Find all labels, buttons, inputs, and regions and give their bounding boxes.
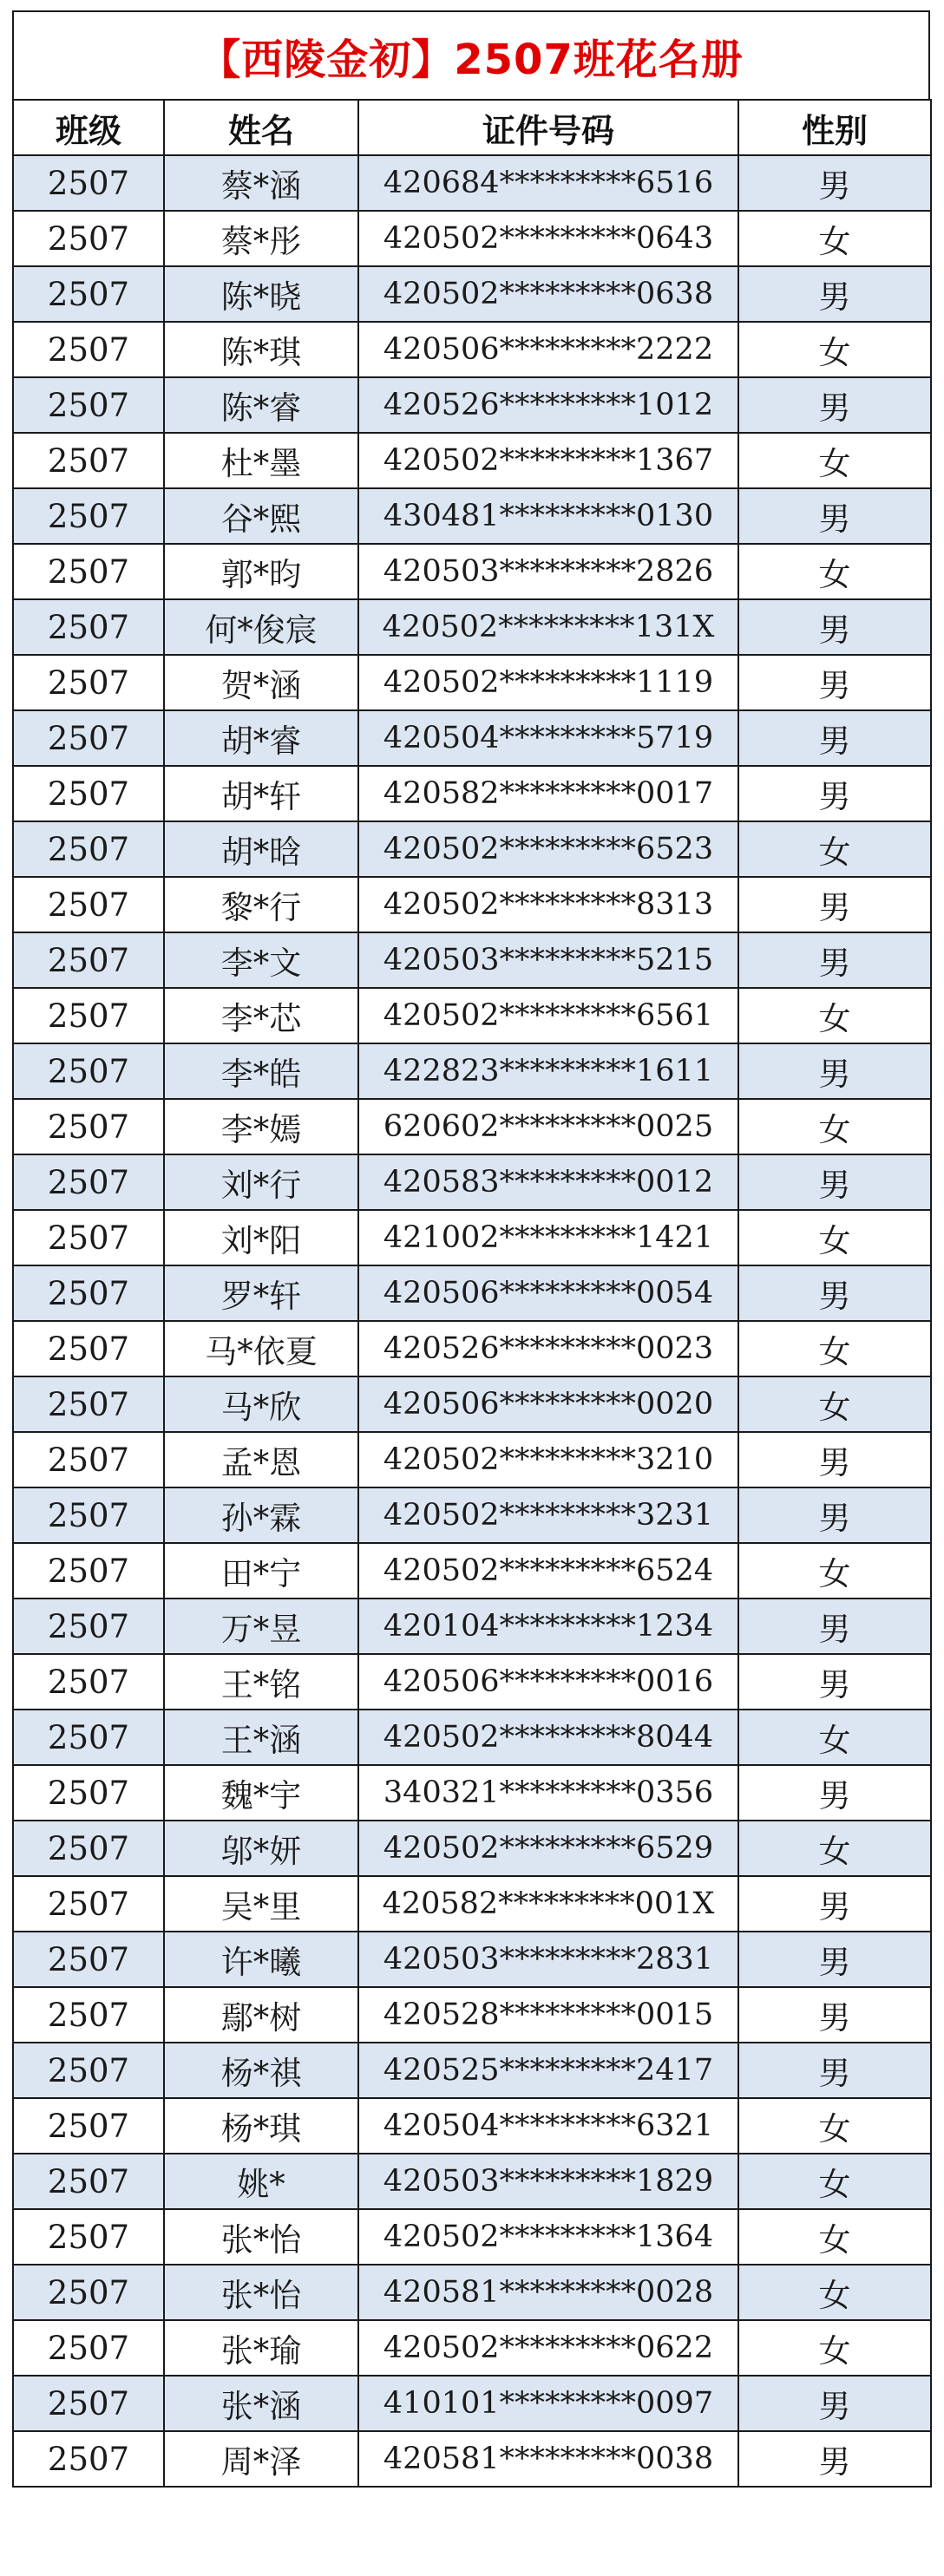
header-row: [13, 100, 931, 155]
cell-class: 2507: [13, 766, 164, 821]
cell-gender: 女: [738, 2320, 931, 2376]
table-row: [13, 1876, 931, 1932]
cell-name: 吴*里: [164, 1876, 358, 1932]
cell-name: 马*欣: [164, 1376, 358, 1432]
cell-class: 2507: [13, 988, 164, 1043]
cell-name: 谷*熙: [164, 488, 358, 544]
cell-name: 李*嫣: [164, 1099, 358, 1154]
table-row: [13, 821, 931, 877]
table-row: [13, 1987, 931, 2043]
cell-id-number: 420502*********1364: [358, 2209, 738, 2265]
cell-gender: 男: [738, 655, 931, 710]
title-bar: [12, 10, 930, 99]
cell-name: 杨*祺: [164, 2043, 358, 2098]
table-row: [13, 1599, 931, 1654]
cell-gender: 男: [738, 1432, 931, 1487]
cell-gender: 女: [738, 2098, 931, 2154]
cell-id-number: 420581*********0028: [358, 2265, 738, 2320]
cell-class: 2507: [13, 1487, 164, 1543]
table-row: [13, 1265, 931, 1321]
table-row: [13, 322, 931, 377]
cell-name: 张*怡: [164, 2209, 358, 2265]
cell-name: 胡*轩: [164, 766, 358, 821]
cell-id-number: 420525*********2417: [358, 2043, 738, 2098]
cell-name: 陈*睿: [164, 377, 358, 433]
cell-name: 杜*墨: [164, 433, 358, 488]
cell-class: 2507: [13, 1154, 164, 1210]
cell-gender: 女: [738, 433, 931, 488]
cell-class: 2507: [13, 488, 164, 544]
table-row: [13, 877, 931, 932]
cell-class: 2507: [13, 322, 164, 377]
cell-id-number: 420504*********6321: [358, 2098, 738, 2154]
cell-name: 刘*行: [164, 1154, 358, 1210]
table-row: [13, 155, 931, 211]
cell-id-number: 420502*********6561: [358, 988, 738, 1043]
cell-name: 姚*: [164, 2154, 358, 2209]
cell-gender: 女: [738, 1543, 931, 1599]
table-row: [13, 266, 931, 322]
cell-name: 邬*妍: [164, 1821, 358, 1876]
cell-id-number: 420503*********2826: [358, 544, 738, 599]
cell-gender: 男: [738, 1487, 931, 1543]
cell-name: 鄢*树: [164, 1987, 358, 2043]
table-row: [13, 1487, 931, 1543]
cell-id-number: 420506*********2222: [358, 322, 738, 377]
cell-class: 2507: [13, 821, 164, 877]
cell-gender: 女: [738, 1210, 931, 1265]
cell-id-number: 420582*********0017: [358, 766, 738, 821]
cell-gender: 男: [738, 1876, 931, 1932]
table-row: [13, 2265, 931, 2320]
cell-gender: 女: [738, 988, 931, 1043]
cell-id-number: 420506*********0054: [358, 1265, 738, 1321]
cell-class: 2507: [13, 1043, 164, 1099]
cell-name: 胡*睿: [164, 710, 358, 766]
cell-id-number: 420684*********6516: [358, 155, 738, 211]
cell-name: 魏*宇: [164, 1765, 358, 1821]
cell-id-number: 420528*********0015: [358, 1987, 738, 2043]
cell-name: 李*文: [164, 932, 358, 988]
cell-class: 2507: [13, 1432, 164, 1487]
cell-name: 罗*轩: [164, 1265, 358, 1321]
cell-name: 陈*琪: [164, 322, 358, 377]
table-body: [13, 155, 931, 2487]
cell-class: 2507: [13, 1321, 164, 1376]
cell-class: 2507: [13, 1821, 164, 1876]
cell-id-number: 410101*********0097: [358, 2376, 738, 2431]
cell-id-number: 420502*********6523: [358, 821, 738, 877]
table-row: [13, 2043, 931, 2098]
cell-id-number: 420502*********1119: [358, 655, 738, 710]
cell-name: 万*昱: [164, 1599, 358, 1654]
cell-class: 2507: [13, 1265, 164, 1321]
cell-gender: 女: [738, 1099, 931, 1154]
cell-gender: 女: [738, 1821, 931, 1876]
cell-class: 2507: [13, 1987, 164, 2043]
cell-gender: 男: [738, 1654, 931, 1710]
table-row: [13, 1099, 931, 1154]
cell-class: 2507: [13, 2431, 164, 2487]
table-row: [13, 655, 931, 710]
cell-gender: 女: [738, 2265, 931, 2320]
cell-class: 2507: [13, 2209, 164, 2265]
cell-class: 2507: [13, 2098, 164, 2154]
cell-gender: 男: [738, 1154, 931, 1210]
cell-class: 2507: [13, 1876, 164, 1932]
cell-id-number: 420502*********1367: [358, 433, 738, 488]
cell-class: 2507: [13, 1710, 164, 1765]
table-row: [13, 1432, 931, 1487]
cell-id-number: 420526*********0023: [358, 1321, 738, 1376]
cell-class: 2507: [13, 1210, 164, 1265]
table-row: [13, 932, 931, 988]
cell-id-number: 420503*********1829: [358, 2154, 738, 2209]
cell-id-number: 420581*********0038: [358, 2431, 738, 2487]
table-row: [13, 211, 931, 266]
cell-id-number: 420506*********0020: [358, 1376, 738, 1432]
cell-name: 王*涵: [164, 1710, 358, 1765]
cell-id-number: 340321*********0356: [358, 1765, 738, 1821]
cell-class: 2507: [13, 1654, 164, 1710]
cell-class: 2507: [13, 211, 164, 266]
cell-id-number: 420502*********3210: [358, 1432, 738, 1487]
cell-id-number: 420526*********1012: [358, 377, 738, 433]
cell-id-number: 420502*********8044: [358, 1710, 738, 1765]
table-row: [13, 2209, 931, 2265]
table-row: [13, 1765, 931, 1821]
table-row: [13, 766, 931, 821]
table-row: [13, 377, 931, 433]
table-row: [13, 1210, 931, 1265]
cell-name: 陈*晓: [164, 266, 358, 322]
cell-id-number: 420502*********0638: [358, 266, 738, 322]
cell-id-number: 421002*********1421: [358, 1210, 738, 1265]
table-row: [13, 2431, 931, 2487]
cell-gender: 男: [738, 599, 931, 655]
cell-gender: 男: [738, 2043, 931, 2098]
cell-class: 2507: [13, 655, 164, 710]
cell-name: 孟*恩: [164, 1432, 358, 1487]
cell-id-number: 420502*********6524: [358, 1543, 738, 1599]
cell-class: 2507: [13, 544, 164, 599]
cell-class: 2507: [13, 1932, 164, 1987]
cell-name: 马*依夏: [164, 1321, 358, 1376]
cell-name: 王*铭: [164, 1654, 358, 1710]
cell-id-number: 420583*********0012: [358, 1154, 738, 1210]
cell-gender: 男: [738, 1987, 931, 2043]
cell-class: 2507: [13, 1599, 164, 1654]
table-row: [13, 988, 931, 1043]
cell-gender: 女: [738, 2209, 931, 2265]
cell-class: 2507: [13, 433, 164, 488]
cell-class: 2507: [13, 1099, 164, 1154]
cell-gender: 男: [738, 2431, 931, 2487]
cell-gender: 女: [738, 211, 931, 266]
cell-gender: 女: [738, 821, 931, 877]
cell-class: 2507: [13, 155, 164, 211]
cell-id-number: 420502*********3231: [358, 1487, 738, 1543]
cell-gender: 男: [738, 377, 931, 433]
cell-gender: 男: [738, 266, 931, 322]
cell-id-number: 620602*********0025: [358, 1099, 738, 1154]
cell-gender: 女: [738, 1376, 931, 1432]
cell-class: 2507: [13, 2265, 164, 2320]
cell-name: 贺*涵: [164, 655, 358, 710]
cell-id-number: 420502*********0643: [358, 211, 738, 266]
cell-gender: 男: [738, 766, 931, 821]
page-title: 【西陵金初】2507班花名册: [199, 35, 744, 84]
cell-gender: 男: [738, 488, 931, 544]
table-header: [13, 100, 931, 155]
cell-gender: 男: [738, 2376, 931, 2431]
cell-id-number: 420502*********131X: [358, 599, 738, 655]
cell-name: 张*涵: [164, 2376, 358, 2431]
cell-gender: 男: [738, 1765, 931, 1821]
cell-name: 胡*晗: [164, 821, 358, 877]
header-name: 姓名: [164, 100, 358, 155]
table-row: [13, 2098, 931, 2154]
roster-sheet: [12, 10, 930, 2488]
cell-name: 孙*霖: [164, 1487, 358, 1543]
cell-id-number: 420104*********1234: [358, 1599, 738, 1654]
cell-id-number: 430481*********0130: [358, 488, 738, 544]
table-row: [13, 710, 931, 766]
cell-id-number: 420502*********8313: [358, 877, 738, 932]
cell-class: 2507: [13, 877, 164, 932]
table-row: [13, 1154, 931, 1210]
header-id-number: 证件号码: [358, 100, 738, 155]
table-row: [13, 2376, 931, 2431]
cell-name: 田*宁: [164, 1543, 358, 1599]
cell-gender: 女: [738, 544, 931, 599]
table-row: [13, 1376, 931, 1432]
header-class: 班级: [13, 100, 164, 155]
table-row: [13, 2154, 931, 2209]
table-row: [13, 1543, 931, 1599]
cell-id-number: 420502*********6529: [358, 1821, 738, 1876]
table-row: [13, 2320, 931, 2376]
cell-class: 2507: [13, 599, 164, 655]
cell-id-number: 420582*********001X: [358, 1876, 738, 1932]
cell-name: 杨*琪: [164, 2098, 358, 2154]
cell-gender: 女: [738, 1321, 931, 1376]
cell-class: 2507: [13, 2154, 164, 2209]
cell-name: 刘*阳: [164, 1210, 358, 1265]
cell-class: 2507: [13, 2376, 164, 2431]
table-row: [13, 544, 931, 599]
table-row: [13, 599, 931, 655]
cell-name: 黎*行: [164, 877, 358, 932]
cell-id-number: 420502*********0622: [358, 2320, 738, 2376]
table-row: [13, 1043, 931, 1099]
header-gender: 性别: [738, 100, 931, 155]
cell-class: 2507: [13, 710, 164, 766]
cell-class: 2507: [13, 266, 164, 322]
cell-id-number: 420503*********5215: [358, 932, 738, 988]
cell-name: 蔡*涵: [164, 155, 358, 211]
cell-name: 周*泽: [164, 2431, 358, 2487]
cell-name: 李*皓: [164, 1043, 358, 1099]
cell-gender: 男: [738, 932, 931, 988]
roster-table: [12, 99, 932, 2488]
table-row: [13, 1710, 931, 1765]
cell-class: 2507: [13, 1376, 164, 1432]
cell-name: 何*俊宸: [164, 599, 358, 655]
cell-name: 李*芯: [164, 988, 358, 1043]
cell-id-number: 420506*********0016: [358, 1654, 738, 1710]
cell-class: 2507: [13, 1765, 164, 1821]
cell-name: 张*瑜: [164, 2320, 358, 2376]
table-row: [13, 433, 931, 488]
cell-name: 张*怡: [164, 2265, 358, 2320]
cell-class: 2507: [13, 2043, 164, 2098]
cell-gender: 女: [738, 2154, 931, 2209]
table-row: [13, 1654, 931, 1710]
cell-gender: 女: [738, 1710, 931, 1765]
cell-id-number: 422823*********1611: [358, 1043, 738, 1099]
table-row: [13, 488, 931, 544]
cell-class: 2507: [13, 377, 164, 433]
cell-gender: 男: [738, 1599, 931, 1654]
cell-gender: 男: [738, 710, 931, 766]
cell-gender: 男: [738, 155, 931, 211]
cell-id-number: 420503*********2831: [358, 1932, 738, 1987]
cell-gender: 男: [738, 1932, 931, 1987]
cell-name: 蔡*彤: [164, 211, 358, 266]
cell-gender: 女: [738, 322, 931, 377]
cell-gender: 男: [738, 1265, 931, 1321]
table-row: [13, 1321, 931, 1376]
cell-class: 2507: [13, 1543, 164, 1599]
cell-id-number: 420504*********5719: [358, 710, 738, 766]
table-row: [13, 1821, 931, 1876]
cell-class: 2507: [13, 2320, 164, 2376]
cell-class: 2507: [13, 932, 164, 988]
cell-name: 郭*昀: [164, 544, 358, 599]
cell-name: 许*曦: [164, 1932, 358, 1987]
table-row: [13, 1932, 931, 1987]
cell-gender: 男: [738, 1043, 931, 1099]
cell-gender: 男: [738, 877, 931, 932]
